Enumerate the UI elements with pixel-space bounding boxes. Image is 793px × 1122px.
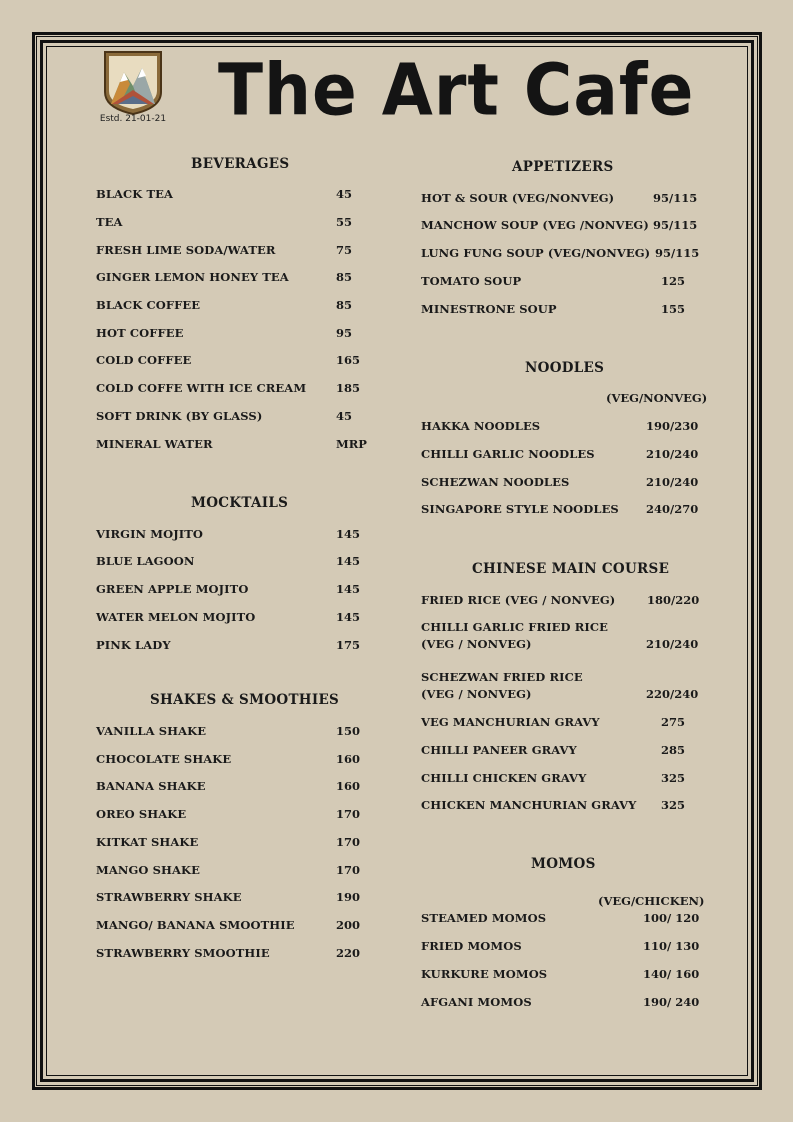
menu-item-price: 150: [336, 724, 361, 738]
menu-item-price: 240/270: [646, 502, 699, 516]
menu-item-name: AFGANI MOMOS: [421, 995, 532, 1009]
menu-item-name: MINERAL WATER: [96, 437, 213, 451]
menu-item-price: 45: [336, 187, 353, 201]
menu-item-price: 110/ 130: [643, 939, 700, 953]
menu-item-name: MANCHOW SOUP (VEG /NONVEG): [421, 218, 649, 232]
menu-item-name: MANGO SHAKE: [96, 863, 200, 877]
menu-item-name: FRESH LIME SODA/WATER: [96, 243, 276, 257]
menu-item-price: 160: [336, 752, 361, 766]
menu-item-name: MANGO/ BANANA SMOOTHIE: [96, 918, 295, 932]
menu-item-price: 275: [661, 715, 686, 729]
menu-item-name: VANILLA SHAKE: [96, 724, 207, 738]
menu-item-name: VIRGIN MOJITO: [96, 527, 204, 541]
menu-item-name: TEA: [96, 215, 123, 229]
menu-item-price: 325: [661, 798, 686, 812]
menu-item-name: BANANA SHAKE: [96, 779, 206, 793]
page-title: The Art Cafe: [218, 48, 695, 132]
menu-item-price: 325: [661, 771, 686, 785]
menu-item-name: KURKURE MOMOS: [421, 967, 548, 981]
menu-item-name: COLD COFFE WITH ICE CREAM: [96, 381, 307, 395]
menu-item-price: 155: [661, 302, 686, 316]
menu-item-name: TOMATO SOUP: [421, 274, 522, 288]
menu-item-price: 210/240: [646, 475, 699, 489]
section-title-noodles: NOODLES: [525, 360, 605, 376]
menu-item-name: CHILLI PANEER GRAVY: [421, 743, 577, 757]
menu-item-name: SCHEZWAN NOODLES: [421, 475, 570, 489]
menu-item-name: SINGAPORE STYLE NOODLES: [421, 502, 619, 516]
menu-item-price: 170: [336, 807, 361, 821]
section-title-momos: MOMOS: [531, 856, 596, 872]
menu-item-name: CHILLI GARLIC FRIED RICE: [421, 620, 608, 634]
menu-item-name-line2: (VEG / NONVEG): [421, 687, 532, 701]
menu-item-price: 75: [336, 243, 353, 257]
menu-item-price: MRP: [336, 437, 367, 451]
menu-item-price: 85: [336, 270, 353, 284]
menu-item-price: 140/ 160: [643, 967, 700, 981]
menu-item-price: 200: [336, 918, 361, 932]
menu-item-name: PINK LADY: [96, 638, 171, 652]
menu-item-price: 145: [336, 582, 361, 596]
menu-item-name: CHILLI GARLIC NOODLES: [421, 447, 595, 461]
menu-item-name: SCHEZWAN FRIED RICE: [421, 670, 583, 684]
menu-item-price: 210/240: [646, 637, 699, 651]
menu-item-price: 220: [336, 946, 361, 960]
menu-item-price: 95/115: [653, 191, 698, 205]
menu-item-name: FRIED MOMOS: [421, 939, 522, 953]
menu-item-price: 85: [336, 298, 353, 312]
menu-item-price: 125: [661, 274, 686, 288]
section-title-chinese: CHINESE MAIN COURSE: [472, 561, 670, 577]
menu-item-price: 100/ 120: [643, 911, 700, 925]
menu-item-price: 145: [336, 610, 361, 624]
menu-item-name: COLD COFFEE: [96, 353, 192, 367]
menu-item-price: 175: [336, 638, 361, 652]
menu-item-price: 190/ 240: [643, 995, 700, 1009]
menu-item-price: 55: [336, 215, 353, 229]
menu-item-name: BLUE LAGOON: [96, 554, 195, 568]
section-title-beverages: BEVERAGES: [191, 156, 290, 172]
menu-item-name: GINGER LEMON HONEY TEA: [96, 270, 289, 284]
menu-item-name: HOT COFFEE: [96, 326, 184, 340]
menu-item-name: KITKAT SHAKE: [96, 835, 199, 849]
menu-item-name: VEG MANCHURIAN GRAVY: [421, 715, 600, 729]
menu-item-name: SOFT DRINK (BY GLASS): [96, 409, 263, 423]
noodles-subheader: (VEG/NONVEG): [606, 391, 708, 405]
menu-item-price: 190/230: [646, 419, 699, 433]
menu-item-price: 145: [336, 554, 361, 568]
menu-item-name: HAKKA NOODLES: [421, 419, 541, 433]
menu-item-name: HOT & SOUR (VEG/NONVEG): [421, 191, 615, 205]
menu-item-name: BLACK COFFEE: [96, 298, 201, 312]
menu-item-price: 285: [661, 743, 686, 757]
menu-item-name: CHILLI CHICKEN GRAVY: [421, 771, 587, 785]
menu-item-name: GREEN APPLE MOJITO: [96, 582, 249, 596]
menu-item-price: 165: [336, 353, 361, 367]
momos-subheader: (VEG/CHICKEN): [598, 894, 705, 908]
section-title-mocktails: MOCKTAILS: [191, 495, 289, 511]
menu-item-price: 190: [336, 890, 361, 904]
menu-item-name: MINESTRONE SOUP: [421, 302, 557, 316]
menu-item-price: 45: [336, 409, 353, 423]
menu-item-name: FRIED RICE (VEG / NONVEG): [421, 593, 616, 607]
menu-item-name: LUNG FUNG SOUP (VEG/NONVEG): [421, 246, 651, 260]
menu-item-name: OREO SHAKE: [96, 807, 187, 821]
menu-item-name-line2: (VEG / NONVEG): [421, 637, 532, 651]
menu-item-price: 185: [336, 381, 361, 395]
menu-item-price: 180/220: [647, 593, 700, 607]
menu-item-name: CHOCOLATE SHAKE: [96, 752, 232, 766]
menu-item-name: WATER MELON MOJITO: [96, 610, 256, 624]
menu-item-price: 145: [336, 527, 361, 541]
menu-item-price: 170: [336, 863, 361, 877]
menu-item-name: STRAWBERRY SHAKE: [96, 890, 242, 904]
menu-item-name: BLACK TEA: [96, 187, 174, 201]
established-date: Estd. 21-01-21: [99, 114, 167, 124]
menu-item-price: 210/240: [646, 447, 699, 461]
menu-item-price: 95/115: [655, 246, 700, 260]
menu-item-price: 160: [336, 779, 361, 793]
menu-item-price: 95: [336, 326, 353, 340]
menu-item-name: STEAMED MOMOS: [421, 911, 547, 925]
section-title-shakes: SHAKES & SMOOTHIES: [150, 692, 340, 708]
section-title-appetizers: APPETIZERS: [512, 159, 614, 175]
menu-item-price: 220/240: [646, 687, 699, 701]
menu-item-price: 170: [336, 835, 361, 849]
menu-item-price: 95/115: [653, 218, 698, 232]
menu-item-name: STRAWBERRY SMOOTHIE: [96, 946, 270, 960]
menu-item-name: CHICKEN MANCHURIAN GRAVY: [421, 798, 637, 812]
